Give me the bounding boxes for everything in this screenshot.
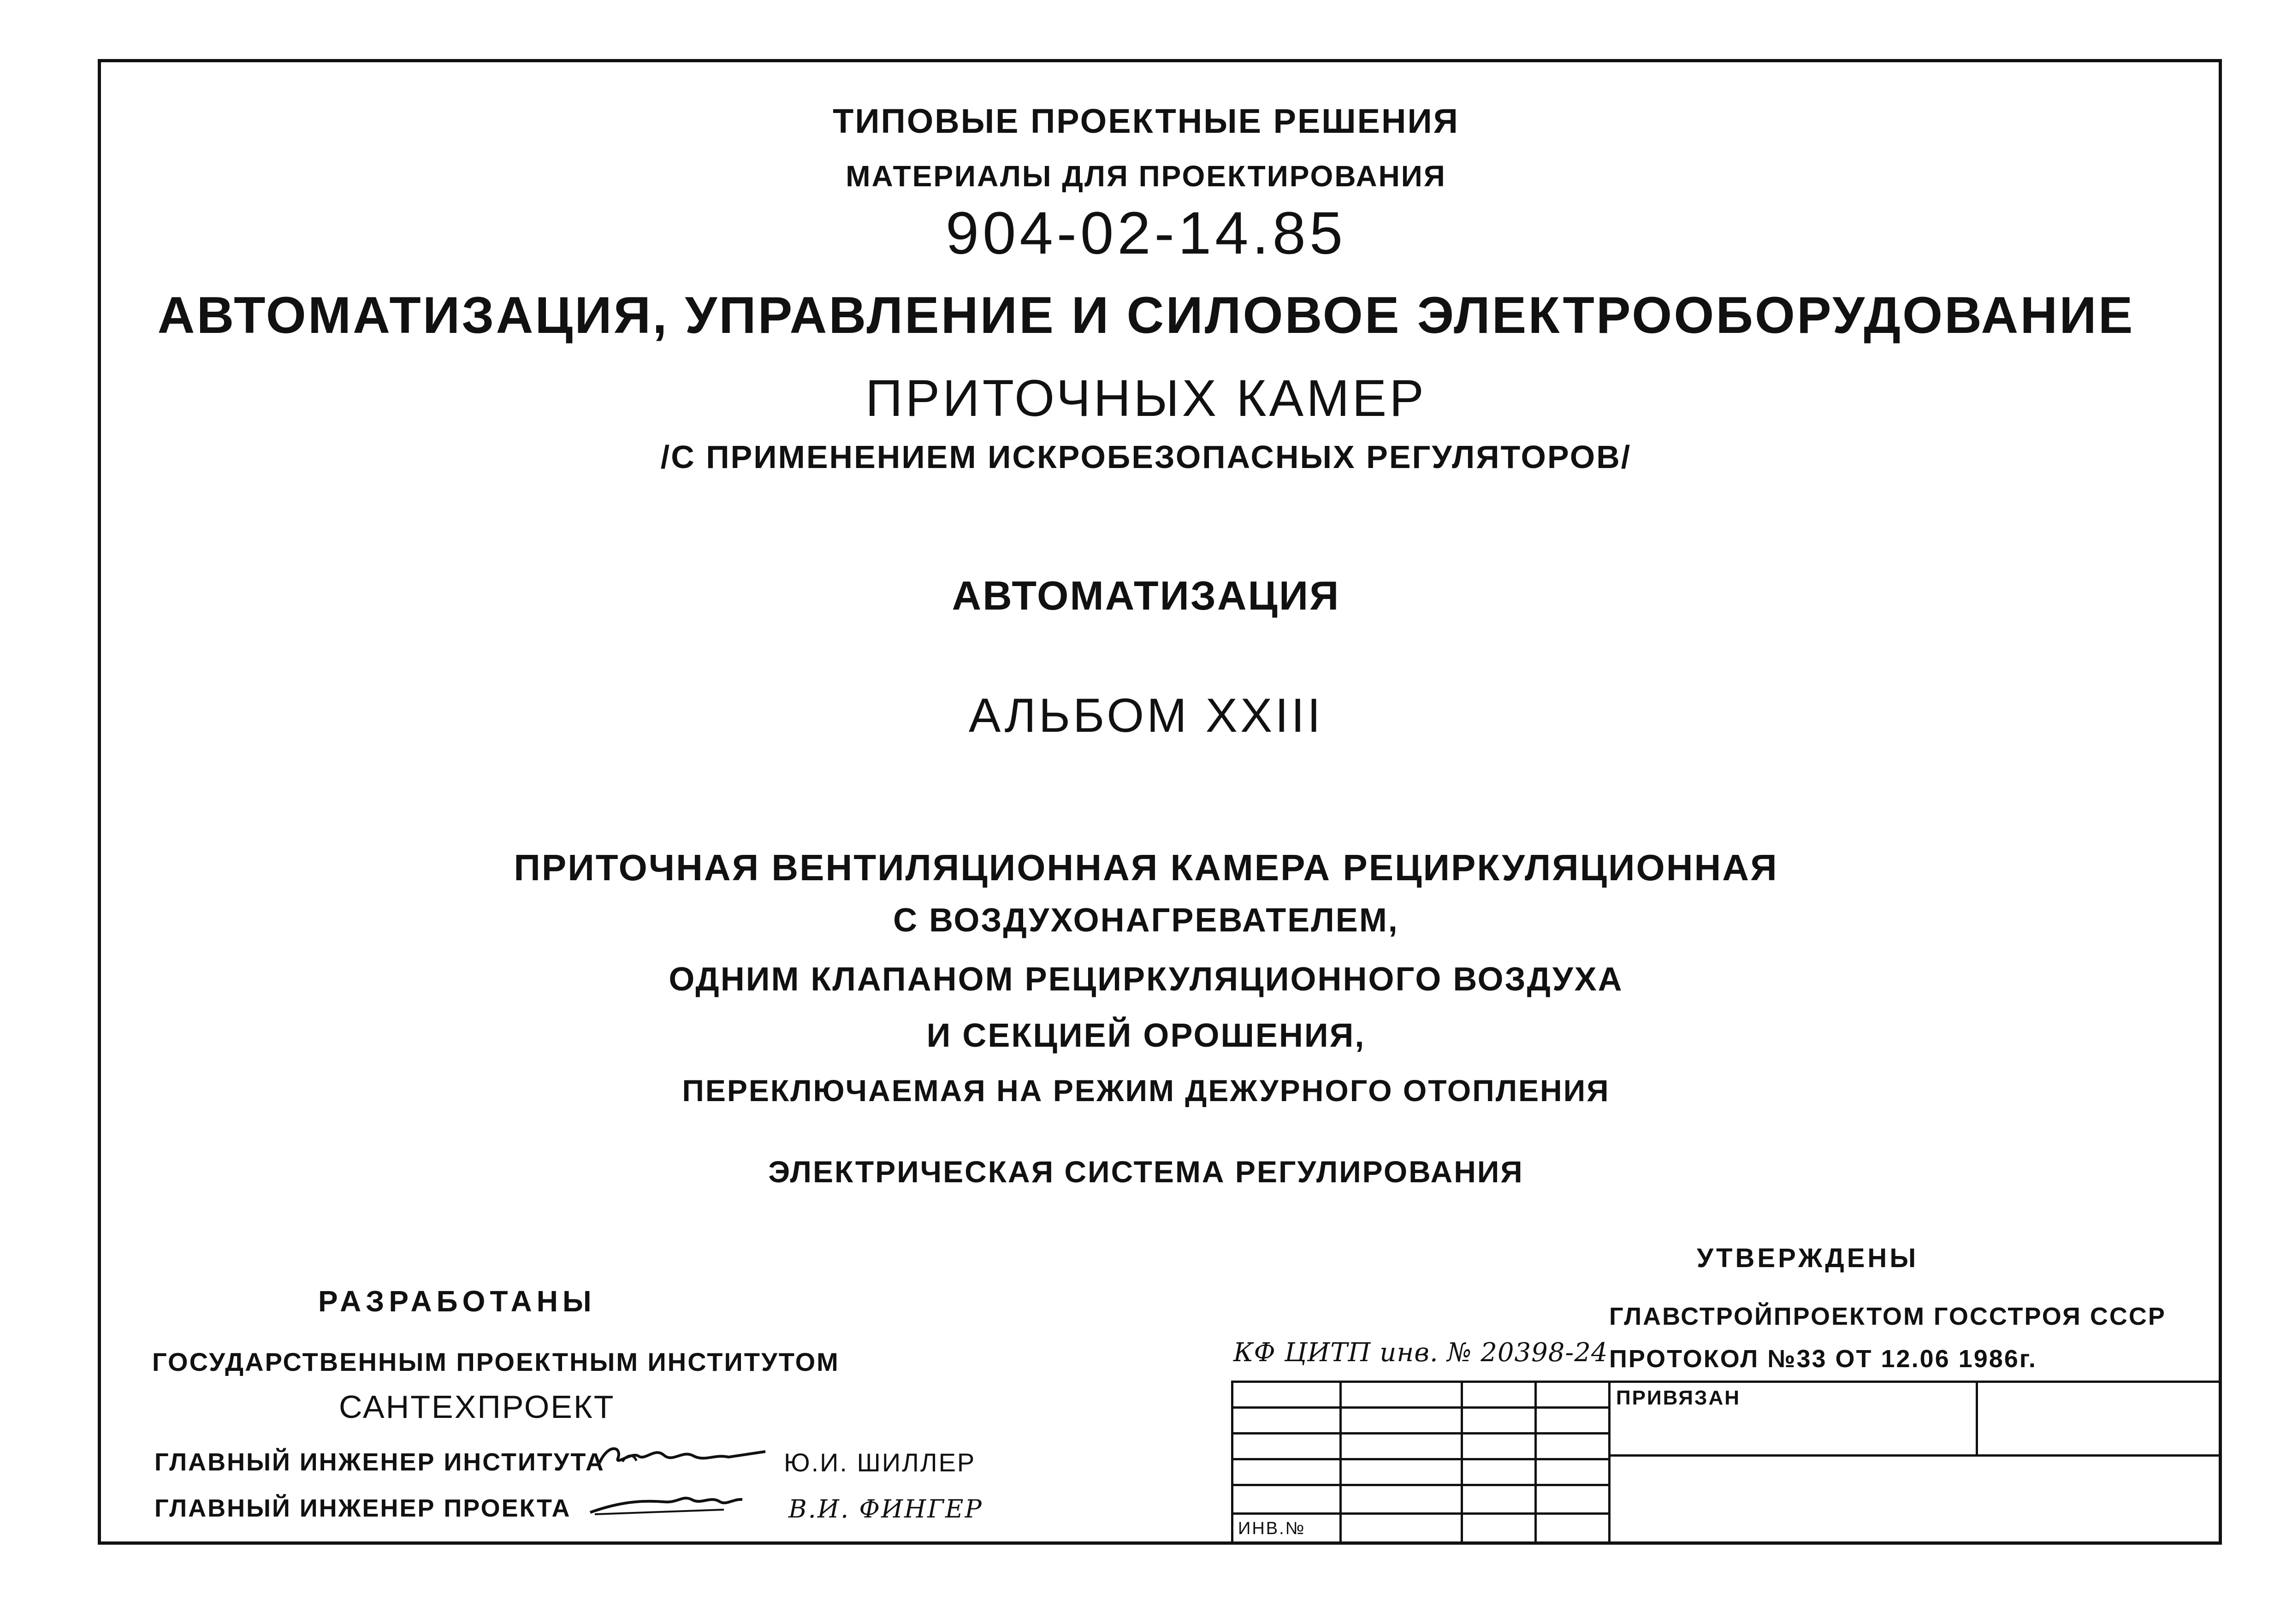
chief-engineer-project-label: ГЛАВНЫЙ ИНЖЕНЕР ПРОЕКТА — [154, 1494, 571, 1522]
header-line-2: МАТЕРИАЛЫ ДЛЯ ПРОЕКТИРОВАНИЯ — [846, 160, 1446, 193]
chief-engineer-institute-name: Ю.И. ШИЛЛЕР — [784, 1448, 976, 1477]
section-title: АВТОМАТИЗАЦИЯ — [952, 573, 1340, 618]
chief-engineer-institute-label: ГЛАВНЫЙ ИНЖЕНЕР ИНСТИТУТА — [154, 1448, 605, 1476]
description-line-3: ОДНИМ КЛАПАНОМ РЕЦИРКУЛЯЦИОННОГО ВОЗДУХА — [669, 961, 1623, 998]
inventory-note: КФ ЦИТП инв. № 20398-24 — [1233, 1338, 1608, 1368]
description-line-1: ПРИТОЧНАЯ ВЕНТИЛЯЦИОННАЯ КАМЕРА РЕЦИРКУЛЯЦИОННАЯ — [514, 847, 1778, 888]
document-code: 904-02-14.85 — [945, 199, 1347, 267]
approved-heading: УТВЕРЖДЕНЫ — [1697, 1243, 1919, 1273]
album-title: АЛЬБОМ XXIII — [968, 689, 1324, 742]
stamp-bound-label: ПРИВЯЗАН — [1616, 1387, 1741, 1409]
signature-shiller — [595, 1438, 770, 1475]
description-line-6: ЭЛЕКТРИЧЕСКАЯ СИСТЕМА РЕГУЛИРОВАНИЯ — [768, 1155, 1524, 1189]
title-line-3: /С ПРИМЕНЕНИЕМ ИСКРОБЕЗОПАСНЫХ РЕГУЛЯТОРОВ/ — [660, 439, 1632, 475]
title-line-1: АВТОМАТИЗАЦИЯ, УПРАВЛЕНИЕ И СИЛОВОЕ ЭЛЕКТРООБОРУДОВАНИЕ — [157, 286, 2135, 344]
signature-finger — [586, 1486, 752, 1523]
header-line-1: ТИПОВЫЕ ПРОЕКТНЫЕ РЕШЕНИЯ — [833, 102, 1459, 140]
developed-institute-name: САНТЕХПРОЕКТ — [339, 1389, 615, 1425]
approved-line-2: ПРОТОКОЛ №33 ОТ 12.06 1986г. — [1609, 1345, 2037, 1373]
stamp-inv-label: ИНВ.№ — [1238, 1519, 1306, 1538]
developed-heading: РАЗРАБОТАНЫ — [318, 1285, 596, 1318]
description-line-2: С ВОЗДУХОНАГРЕВАТЕЛЕМ, — [893, 902, 1399, 939]
approved-line-1: ГЛАВСТРОЙПРОЕКТОМ ГОССТРОЯ СССР — [1609, 1303, 2166, 1330]
description-line-4: И СЕКЦИЕЙ ОРОШЕНИЯ, — [926, 1017, 1366, 1054]
description-line-5: ПЕРЕКЛЮЧАЕМАЯ НА РЕЖИМ ДЕЖУРНОГО ОТОПЛЕНИЯ — [682, 1073, 1610, 1108]
developed-institute-line: ГОСУДАРСТВЕННЫМ ПРОЕКТНЫМ ИНСТИТУТОМ — [152, 1347, 840, 1376]
chief-engineer-project-name: В.И. ФИНГЕР — [788, 1494, 983, 1523]
title-line-2: ПРИТОЧНЫХ КАМЕР — [865, 369, 1427, 427]
